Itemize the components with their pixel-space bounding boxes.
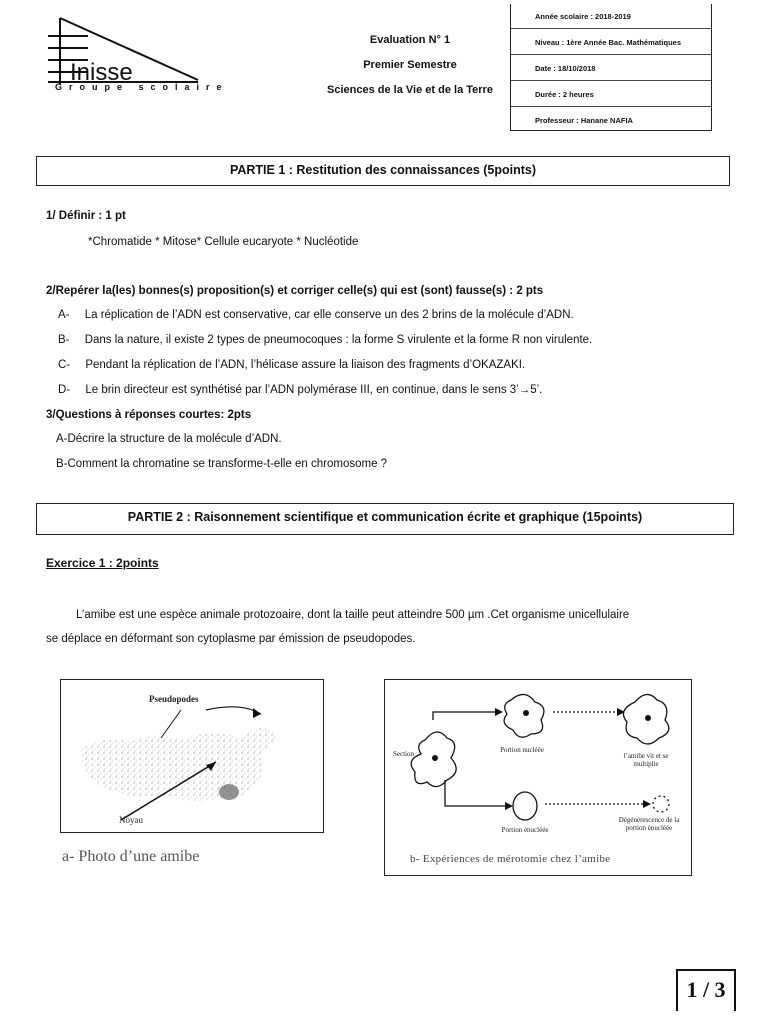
q2-item-c [58,359,525,371]
q2-item-b [58,334,592,346]
label-portion-enucleee: Portion énucléée [501,826,549,834]
exam-date: Date : 18/10/2018 [535,64,596,73]
q3-item-a: A-Décrire la structure de la molécule d’ADN. [56,433,282,445]
q2-item-letter: D- [58,384,71,396]
amoeba-photo [60,679,324,833]
label-pseudopodes: Pseudopodes [149,694,199,704]
q2-item-letter: A- [58,309,70,321]
label-degenerescence: Dégénérescence de la portion énucléée [618,816,680,832]
q2-item-text: Pendant la réplication de l’ADN, l’hélicase assure la liaison des fragments d’OKAZAKI. [85,359,526,371]
q2-title: 2/Repérer la(les) bonnes(s) proposition(s) et corriger celle(s) qui est (sont) fausse(s) : 2 pts [46,285,544,297]
merotomy-diagram [384,679,692,876]
label-noyau: Noyau [119,815,143,825]
subject-label: Sciences de la Vie et de la Terre [327,84,493,96]
figure-a-caption: a- Photo d’une amibe [62,848,200,865]
page-number: 1 / 3 [676,969,736,1011]
level: Niveau : 1ère Année Bac. Mathématiques [535,38,682,47]
logo-subtitle: Groupe scolaire [55,82,229,92]
semester-label: Premier Semestre [363,59,457,71]
evaluation-title: Evaluation N° 1 [369,34,451,46]
nucleus-shape [219,784,239,800]
info-box [510,4,712,131]
header-center [300,28,520,103]
duration: Durée : 2 heures [535,90,594,99]
label-portion-nucleee: Portion nucléée [500,746,544,754]
q2-item-letter: C- [58,359,71,371]
exercise1-paragraph-line1: L’amibe est une espèce animale protozoaire, dont la taille peut atteindre 500 µm .Cet organisme unicellulaire [76,609,630,621]
q3-title: 3/Questions à réponses courtes: 2pts [46,409,252,421]
q1-title: 1/ Définir : 1 pt [46,210,126,222]
q2-item-text: Le brin directeur est synthétisé par l’ADN polymérase III, en continue, dans le sens 3’→5’. [85,384,543,396]
label-section: Section [393,750,414,758]
q2-item-a [58,309,574,321]
partie1-title: PARTIE 1 : Restitution des connaissances (5points) [36,156,730,186]
label-amibe-vit: l’amibe vit et se multiplie [623,752,669,768]
q2-item-letter: B- [58,334,70,346]
q1-terms: *Chromatide * Mitose* Cellule eucaryote * Nucléotide [88,236,359,248]
logo-wordmark: Inisse [70,59,133,86]
partie2-title: PARTIE 2 : Raisonnement scientifique et communication écrite et graphique (15points) [36,503,734,535]
exercise1-paragraph-line2: se déplace en déformant son cytoplasme par émission de pseudopodes. [46,633,416,645]
school-year: Année scolaire : 2018-2019 [535,12,631,21]
q2-item-d [58,384,542,396]
teacher: Professeur : Hanane NAFIA [535,116,633,125]
q3-item-b: B-Comment la chromatine se transforme-t-elle en chromosome ? [56,458,388,470]
q2-item-text: Dans la nature, il existe 2 types de pneumocoques : la forme S virulente et la forme R non virulente. [84,334,593,346]
exercise1-title: Exercice 1 : 2points [46,556,159,570]
figure-b-caption: b- Expériences de mérotomie chez l’amibe [410,853,611,865]
q2-item-text: La réplication de l’ADN est conservative, car elle conserve un des 2 brins de la molécule d’ADN. [84,309,574,321]
